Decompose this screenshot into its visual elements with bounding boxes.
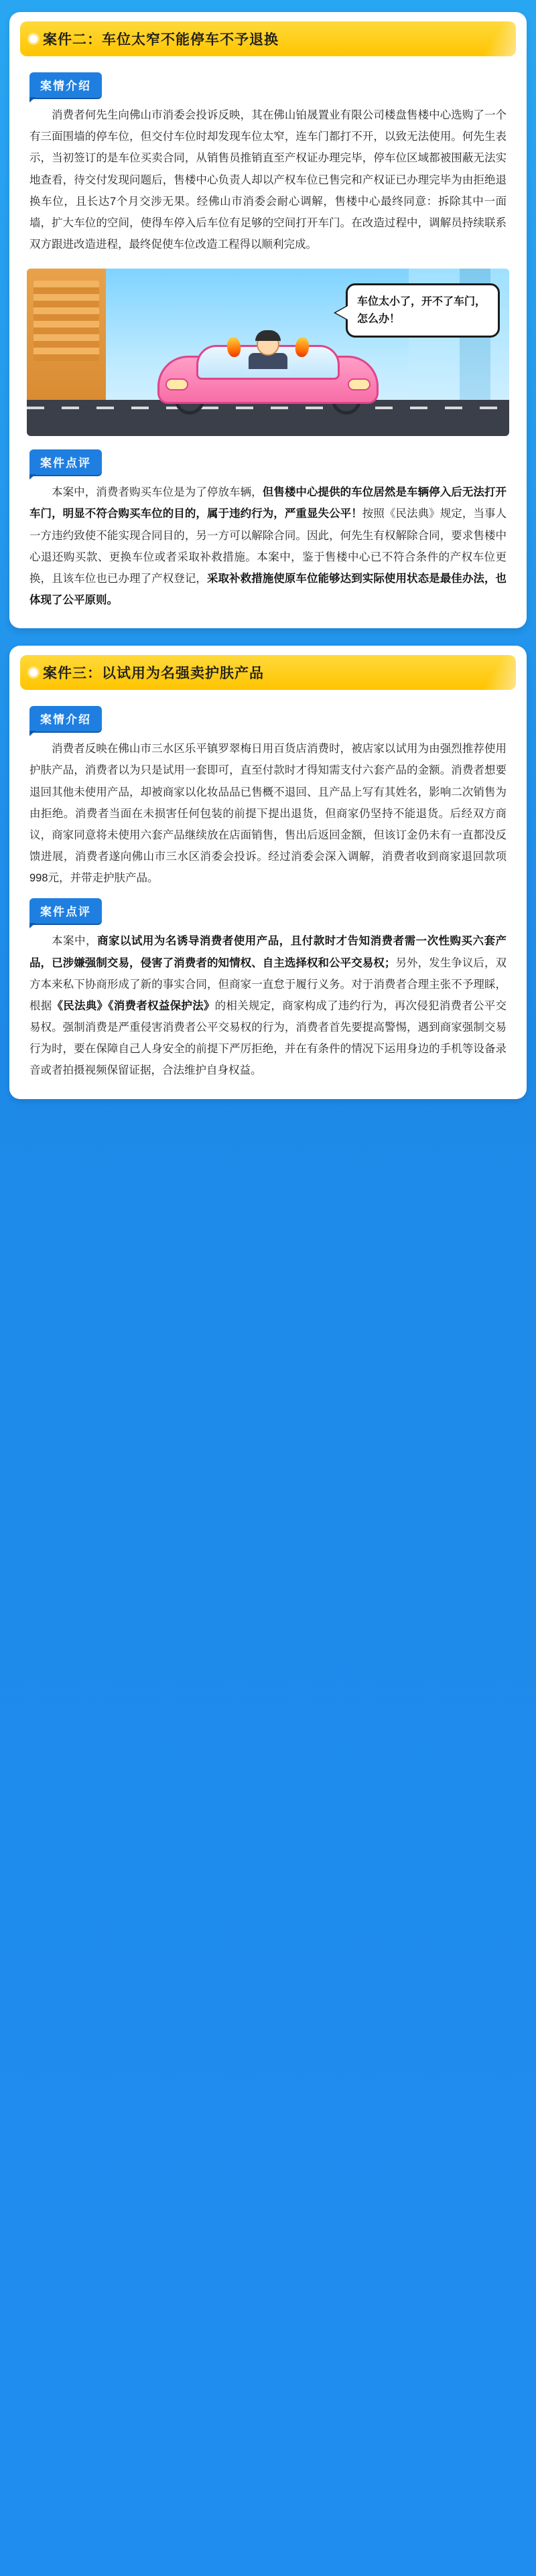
case-three-comment-label: 案件点评 bbox=[29, 898, 102, 924]
bullet-dot-icon bbox=[29, 668, 38, 676]
headlight-left-icon bbox=[165, 378, 188, 390]
speech-bubble: 车位太小了，开不了车门，怎么办！ bbox=[346, 283, 500, 338]
header-gloss bbox=[480, 21, 516, 56]
garage-door-slats bbox=[34, 281, 99, 361]
case-card-two bbox=[9, 12, 527, 628]
header-gloss bbox=[480, 655, 516, 690]
case-three-intro-label: 案情介绍 bbox=[29, 706, 102, 731]
case-two-header-bar bbox=[20, 21, 516, 56]
case-two-title: 案件二：车位太窄不能停车不予退换 bbox=[43, 32, 279, 48]
case-two-intro-label: 案情介绍 bbox=[29, 72, 102, 98]
case-three-comment-text: 本案中，商家以试用为名诱导消费者使用产品，且付款时才告知消费者需一次性购买六套产品，已涉嫌强制交易，侵害了消费者的知情权、自主选择权和公平交易权；另外，发生争议后，双方本来私下协商形成了新的事实合同，但商家一直怠于履行义务。对于消费者合理主张不予理睬，根据《民法典》《消费者权益保护法》的相关规定，商家构成了违约行为，再次侵犯消费者公平交易权。强制消费是严重侵害消费者公平交易权的行为，消费者首先要提高警惕，遇到商家强制交易行为时，要在保障自己人身安全的前提下严厉拒绝，并在有条件的情况下运用身边的手机等设备录音或者拍摄视频保留证据，合法维护自身权益。 bbox=[29, 935, 507, 1077]
driver-hair bbox=[255, 330, 281, 341]
left-wall bbox=[27, 269, 106, 400]
case-two-comment-text: 本案中，消费者购买车位是为了停放车辆，但售楼中心提供的车位居然是车辆停入后无法打开车门，明显不符合购买车位的目的，属于违约行为，严重显失公平！按照《民法典》规定，当事人一方违约致使不能实现合同目的，另一方可以解除合同。因此，何先生有权解除合同，要求售楼中心退还购买款、更换车位或者采取补救措施。本案中，鉴于售楼中心已不符合条件的产权车位更换，且该车位也已办理了产权登记，采取补救措施使原车位能够达到实际使用状态是最佳办法，也体现了公平原则。 bbox=[29, 486, 507, 607]
case-card-three bbox=[9, 646, 527, 1098]
bullet-dot-icon bbox=[29, 35, 38, 43]
car-icon bbox=[157, 330, 379, 419]
case-three-title: 案件三：以试用为名强卖护肤产品 bbox=[43, 666, 264, 682]
headlight-right-icon bbox=[348, 378, 371, 390]
case-two-intro-text: 消费者何先生向佛山市消委会投诉反映，其在佛山铂晟置业有限公司楼盘售楼中心选购了一个有三面围墙的停车位，但交付车位时却发现车位太窄，连车门都打不开，以致无法使用。何先生表示，当初签订的是车位买卖合同，从销售员推销直至产权证办理完毕，停车位区域都被围蔽无法实地查看，待交付发现问题后，售楼中心负责人却以产权车位已售完和产权证已办理完毕为由拒绝退换车位，且长达7个月交涉无果。经佛山市消委会耐心调解，售楼中心最终同意：拆除其中一面墙，扩大车位的空间，使得车停入后车位有足够的空间打开车门。在改造过程中，调解员持续联系双方跟进改造进程，最终促使车位改造工程得以顺利完成。 bbox=[29, 109, 507, 251]
case-three-header-bar bbox=[20, 655, 516, 690]
angry-driver-icon bbox=[247, 330, 289, 369]
case-three-intro-text: 消费者反映在佛山市三水区乐平镇罗翠梅日用百货店消费时，被店家以试用为由强烈推荐使用护肤产品，消费者以为只是试用一套即可，直至付款时才得知需支付六套产品的金额。消费者想要退回其他未使用产品，却被商家以化妆品品已售概不退回、且产品上写有其姓名，影响二次销售为由拒绝。消费者当面在未损害任何包装的前提下提出退货，但商家仍坚持不能退货。后经双方商议，商家同意将未使用六套产品继续放在店面销售，售出后返回金额，但该订金仍未有一直都没反馈进展，消费者遂向佛山市三水区消委会投诉。经过消委会深入调解，消费者收到商家退回款项998元，并带走护肤产品。 bbox=[29, 743, 507, 885]
case-two-comment-label: 案件点评 bbox=[29, 449, 102, 475]
case-two-illustration bbox=[27, 269, 509, 436]
bottom-spacer bbox=[9, 1117, 527, 1119]
